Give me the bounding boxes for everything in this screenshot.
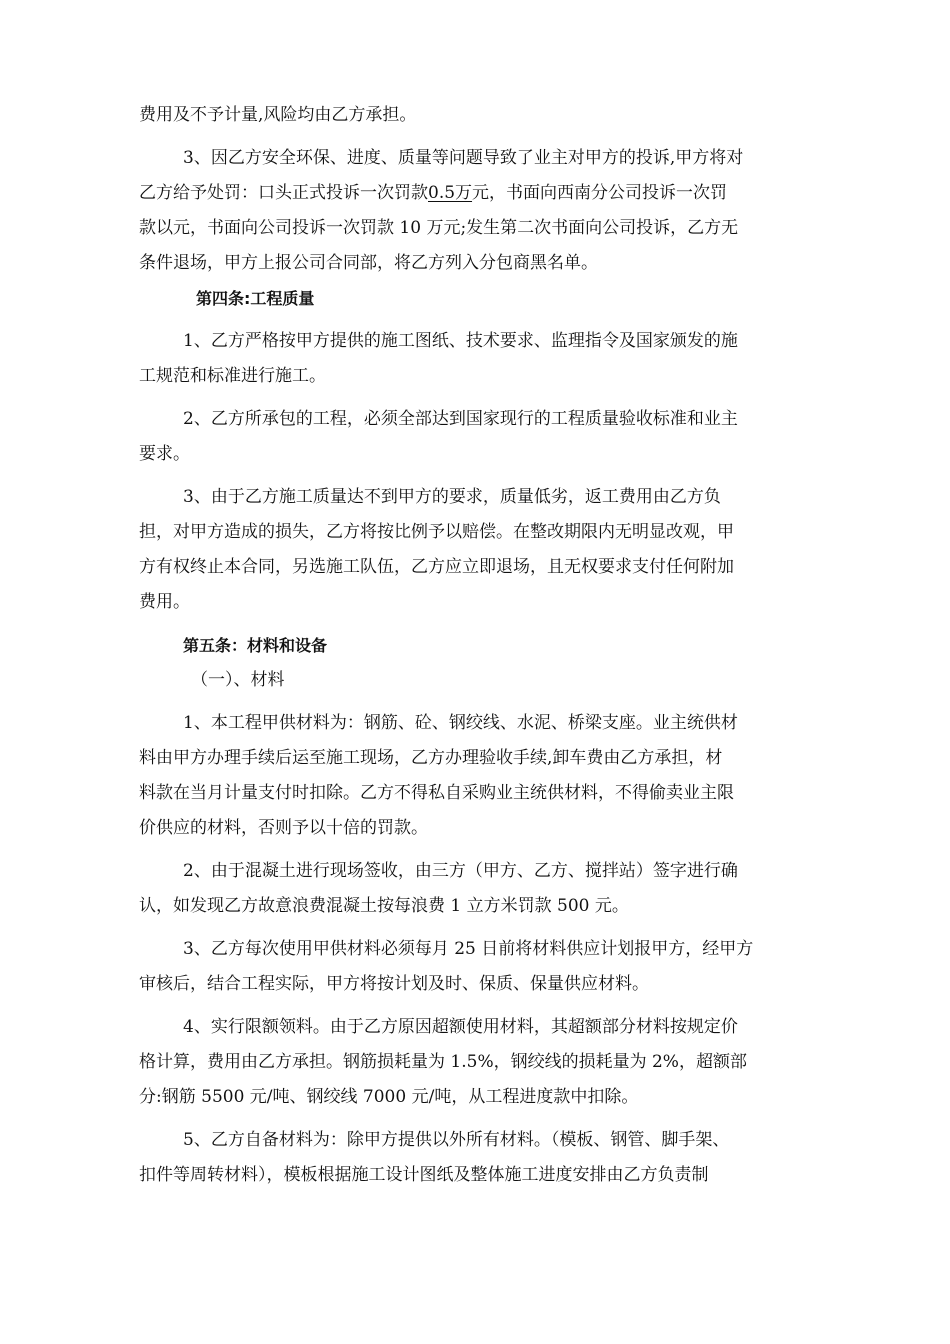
subsection-heading-text: （一）、材料	[191, 670, 285, 690]
paragraph-line	[139, 211, 820, 246]
paragraph-line	[139, 741, 820, 776]
subsection-heading	[139, 663, 820, 698]
section-heading-text: 第四条:工程质量	[196, 289, 315, 308]
paragraph-text: 扣件等周转材料），模板根据施工设计图纸及整体施工进度安排由乙方负责制	[139, 1165, 709, 1185]
paragraph-text: 乙方给予处罚：口头正式投诉一次罚款0.5万元，书面向西南分公司投诉一次罚	[139, 183, 728, 203]
paragraph-line	[139, 141, 820, 176]
paragraph-text: 料由甲方办理手续后运至施工现场，乙方办理验收手续,卸车费由乙方承担，材	[139, 748, 723, 768]
paragraph-line	[139, 932, 820, 967]
paragraph-text: 1、乙方严格按甲方提供的施工图纸、技术要求、监理指令及国家颁发的施	[183, 331, 738, 351]
paragraph-line	[139, 776, 820, 811]
paragraph-line	[139, 98, 820, 133]
paragraph-line	[139, 1123, 820, 1158]
paragraph-text: 5、乙方自备材料为：除甲方提供以外所有材料。（模板、钢管、脚手架、	[183, 1130, 730, 1150]
paragraph-line	[139, 402, 820, 437]
paragraph-line	[139, 889, 820, 924]
paragraph-line	[139, 854, 820, 889]
paragraph-text: 2、由于混凝土进行现场签收，由三方（甲方、乙方、搅拌站）签字进行确	[183, 861, 738, 881]
paragraph-text: 3、乙方每次使用甲供材料必须每月 25 日前将材料供应计划报甲方，经甲方	[183, 939, 754, 959]
paragraph-text: 4、实行限额领料。由于乙方原因超额使用材料，其超额部分材料按规定价	[183, 1017, 738, 1037]
paragraph-text: 价供应的材料，否则予以十倍的罚款。	[139, 818, 428, 838]
paragraph-text: 费用及不予计量,风险均由乙方承担。	[139, 105, 417, 125]
paragraph-line	[139, 550, 820, 585]
paragraph-text: 方有权终止本合同，另选施工队伍，乙方应立即退场，且无权要求支付任何附加	[139, 557, 734, 577]
paragraph-text: 2、乙方所承包的工程，必须全部达到国家现行的工程质量验收标准和业主	[183, 409, 738, 429]
paragraph-text: 要求。	[139, 444, 190, 464]
paragraph-line	[139, 324, 820, 359]
paragraph-line	[139, 811, 820, 846]
paragraph-text: 条件退场，甲方上报公司合同部，将乙方列入分包商黑名单。	[139, 253, 598, 273]
paragraph-text: 费用。	[139, 592, 190, 612]
penalty-amount: 0.5万	[428, 183, 473, 203]
paragraph-line	[139, 1158, 820, 1193]
paragraph-text: 款以元，书面向公司投诉一次罚款 10 万元;发生第二次书面向公司投诉，乙方无	[139, 218, 739, 238]
paragraph-line	[139, 515, 820, 550]
paragraph-text: 1、本工程甲供材料为：钢筋、砼、钢绞线、水泥、桥梁支座。业主统供材	[183, 713, 738, 733]
paragraph-line	[139, 1045, 820, 1080]
paragraph-text: 工规范和标准进行施工。	[139, 366, 326, 386]
paragraph-line	[139, 1010, 820, 1045]
section-heading-text: 第五条：材料和设备	[183, 636, 328, 655]
paragraph-text: 格计算，费用由乙方承担。钢筋损耗量为 1.5%，钢绞线的损耗量为 2%，超额部	[139, 1052, 747, 1072]
paragraph-line	[139, 176, 820, 211]
paragraph-line	[139, 437, 820, 472]
section-heading	[139, 281, 820, 316]
paragraph-text: 认，如发现乙方故意浪费混凝土按每浪费 1 立方米罚款 500 元。	[139, 896, 629, 916]
paragraph-text: 3、由于乙方施工质量达不到甲方的要求，质量低劣，返工费用由乙方负	[183, 487, 721, 507]
section-heading	[139, 628, 820, 663]
paragraph-line	[139, 359, 820, 394]
paragraph-text: 担，对甲方造成的损失，乙方将按比例予以赔偿。在整改期限内无明显改观，甲	[139, 522, 734, 542]
paragraph-line	[139, 246, 820, 281]
paragraph-text: 3、因乙方安全环保、进度、质量等问题导致了业主对甲方的投诉,甲方将对	[183, 148, 744, 168]
paragraph-line	[139, 480, 820, 515]
paragraph-text: 审核后，结合工程实际，甲方将按计划及时、保质、保量供应材料。	[139, 974, 649, 994]
document-body	[139, 98, 820, 1193]
paragraph-line	[139, 706, 820, 741]
paragraph-line	[139, 585, 820, 620]
paragraph-text: 料款在当月计量支付时扣除。乙方不得私自采购业主统供材料，不得偷卖业主限	[139, 783, 734, 803]
paragraph-text: 分:钢筋 5500 元/吨、钢绞线 7000 元/吨，从工程进度款中扣除。	[139, 1087, 639, 1107]
paragraph-line	[139, 1080, 820, 1115]
paragraph-line	[139, 967, 820, 1002]
